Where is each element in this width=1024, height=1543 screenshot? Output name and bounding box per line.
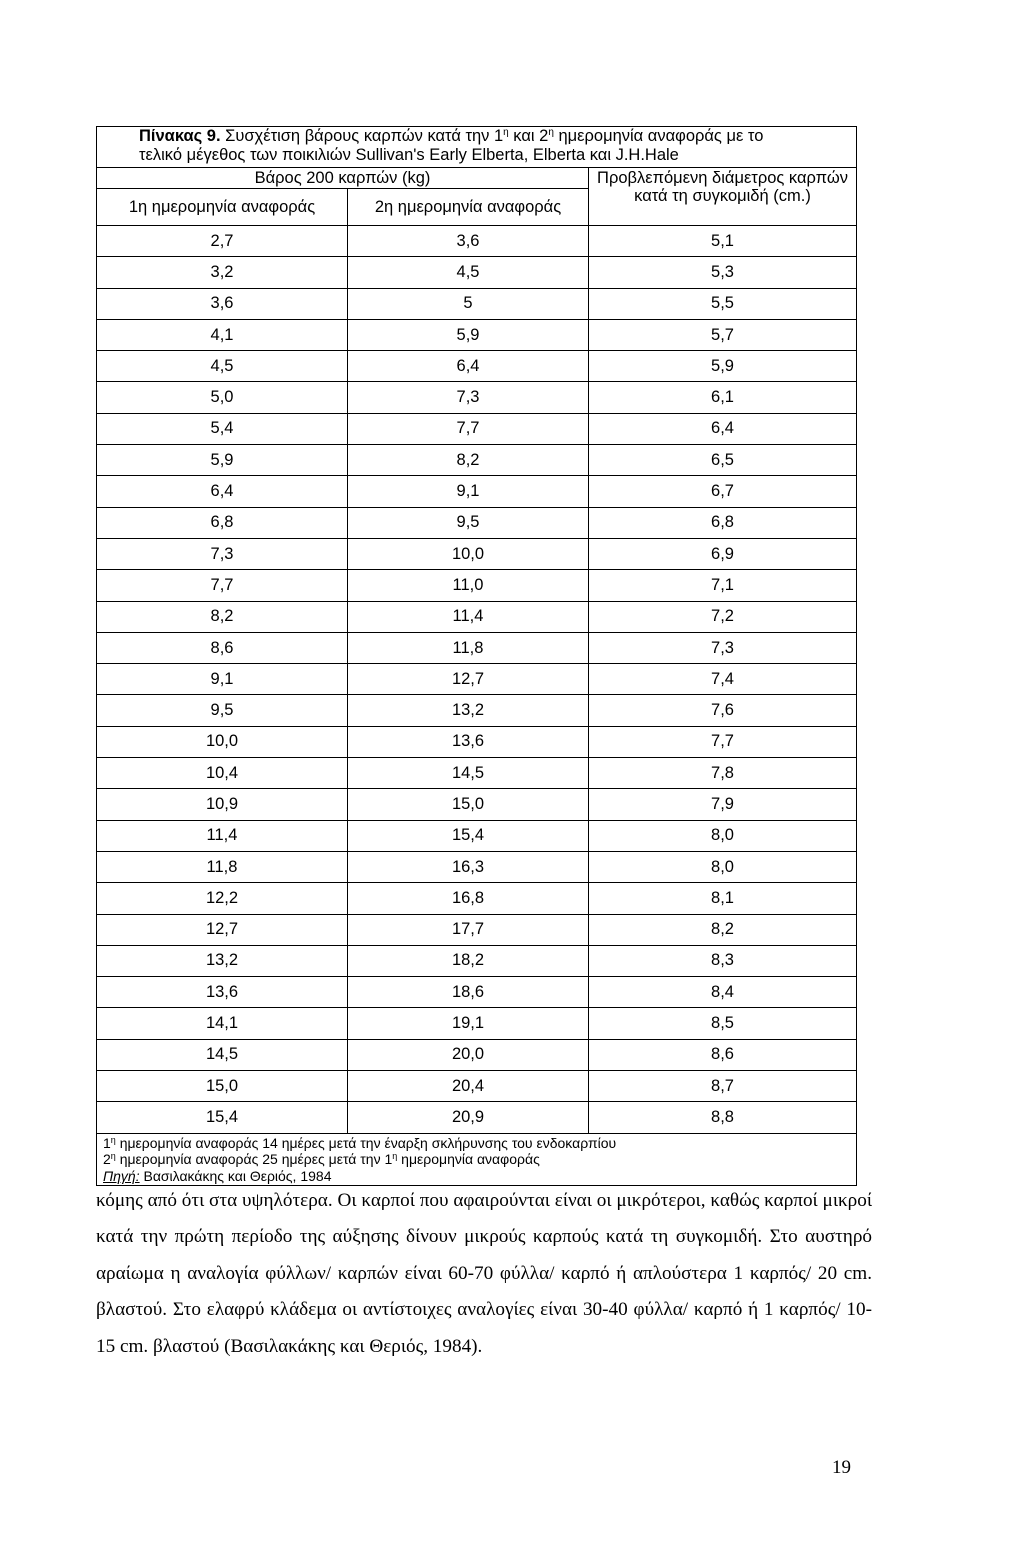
caption-label: Πίνακας 9. (139, 127, 221, 145)
table-row (97, 1008, 857, 1039)
cell-first-date-weight: 14,1 (97, 1008, 348, 1039)
cell-first-date-weight: 14,5 (97, 1039, 348, 1070)
note-first-date: $1^\eta$ ημερομηνία αναφοράς 14 ημέρες μετά την έναρξη σκλήρυνσης του ενδοκαρπίου (103, 1134, 617, 1151)
table-row (97, 445, 857, 476)
cell-predicted-diameter: 8,7 (589, 1071, 857, 1102)
cell-first-date-weight: 4,5 (97, 351, 348, 382)
cell-second-date-weight: 4,5 (348, 257, 589, 288)
table-row (97, 758, 857, 789)
table-row (97, 538, 857, 569)
cell-first-date-weight: 10,4 (97, 758, 348, 789)
cell-first-date-weight: 10,9 (97, 789, 348, 820)
table-body (97, 226, 857, 1134)
cell-second-date-weight: 9,1 (348, 476, 589, 507)
cell-predicted-diameter: 7,4 (589, 664, 857, 695)
cell-first-date-weight: 5,9 (97, 445, 348, 476)
cell-second-date-weight: 9,5 (348, 507, 589, 538)
cell-predicted-diameter: 8,0 (589, 820, 857, 851)
cell-predicted-diameter: 5,3 (589, 257, 857, 288)
cell-predicted-diameter: 8,6 (589, 1039, 857, 1070)
cell-predicted-diameter: 5,7 (589, 319, 857, 350)
cell-first-date-weight: 12,2 (97, 883, 348, 914)
table-row (97, 632, 857, 663)
cell-second-date-weight: 7,3 (348, 382, 589, 413)
cell-predicted-diameter: 6,8 (589, 507, 857, 538)
cell-second-date-weight: 18,2 (348, 945, 589, 976)
page-number: 19 (832, 1457, 851, 1478)
cell-predicted-diameter: 8,1 (589, 883, 857, 914)
cell-second-date-weight: 20,0 (348, 1039, 589, 1070)
cell-second-date-weight: 16,3 (348, 851, 589, 882)
cell-predicted-diameter: 6,7 (589, 476, 857, 507)
table-row (97, 476, 857, 507)
table-row (97, 789, 857, 820)
caption-text: Συσχέτιση βάρους καρπών κατά την $1^\eta$ και $2^\eta$ ημερομηνία αναφοράς με το τελικό μέγεθος των ποικιλιών Sullivan's Early Elberta, Elberta και J.H.Hale (139, 127, 764, 164)
cell-predicted-diameter: 6,1 (589, 382, 857, 413)
table-row (97, 413, 857, 444)
table-row (97, 726, 857, 757)
note-second-date: $2^\eta$ ημερομηνία αναφοράς 25 ημέρες μετά την $1^\eta$ ημερομηνία αναφοράς (103, 1151, 540, 1168)
table-row (97, 601, 857, 632)
cell-first-date-weight: 15,0 (97, 1071, 348, 1102)
cell-second-date-weight: 14,5 (348, 758, 589, 789)
table-row (97, 351, 857, 382)
cell-first-date-weight: 6,8 (97, 507, 348, 538)
cell-second-date-weight: 12,7 (348, 664, 589, 695)
header-second-date: 2η ημερομηνία αναφοράς (348, 189, 589, 226)
cell-first-date-weight: 8,6 (97, 632, 348, 663)
cell-predicted-diameter: 8,2 (589, 914, 857, 945)
cell-second-date-weight: 13,6 (348, 726, 589, 757)
table-row (97, 319, 857, 350)
cell-second-date-weight: 7,7 (348, 413, 589, 444)
table-row (97, 883, 857, 914)
cell-first-date-weight: 15,4 (97, 1102, 348, 1133)
table-row (97, 1071, 857, 1102)
table-row (97, 851, 857, 882)
table-row (97, 507, 857, 538)
cell-second-date-weight: 19,1 (348, 1008, 589, 1039)
cell-predicted-diameter: 5,5 (589, 288, 857, 319)
header-first-date: 1η ημερομηνία αναφοράς (97, 189, 348, 226)
cell-predicted-diameter: 7,6 (589, 695, 857, 726)
table-row (97, 257, 857, 288)
header-weight-group: Βάρος 200 καρπών (kg) (97, 168, 589, 189)
header-predicted-diameter: Προβλεπόμενη διάμετρος καρπών κατά τη συγκομιδή (cm.) (589, 168, 857, 226)
cell-predicted-diameter: 8,4 (589, 977, 857, 1008)
table-row (97, 1039, 857, 1070)
table-row (97, 288, 857, 319)
cell-predicted-diameter: 6,4 (589, 413, 857, 444)
cell-first-date-weight: 12,7 (97, 914, 348, 945)
table-row (97, 382, 857, 413)
note-source: Πηγή: Βασιλακάκης και Θεριός, 1984 (103, 1167, 332, 1184)
table-row (97, 570, 857, 601)
cell-second-date-weight: 18,6 (348, 977, 589, 1008)
cell-second-date-weight: 16,8 (348, 883, 589, 914)
cell-first-date-weight: 5,0 (97, 382, 348, 413)
table-row (97, 695, 857, 726)
cell-predicted-diameter: 8,3 (589, 945, 857, 976)
cell-second-date-weight: 17,7 (348, 914, 589, 945)
table-row (97, 1102, 857, 1133)
table-row (97, 914, 857, 945)
cell-second-date-weight: 6,4 (348, 351, 589, 382)
cell-first-date-weight: 3,6 (97, 288, 348, 319)
cell-predicted-diameter: 7,7 (589, 726, 857, 757)
cell-second-date-weight: 15,4 (348, 820, 589, 851)
cell-second-date-weight: 11,0 (348, 570, 589, 601)
cell-predicted-diameter: 7,3 (589, 632, 857, 663)
cell-second-date-weight: 15,0 (348, 789, 589, 820)
cell-second-date-weight: 20,9 (348, 1102, 589, 1133)
cell-second-date-weight: 11,4 (348, 601, 589, 632)
cell-second-date-weight: 3,6 (348, 226, 589, 257)
cell-predicted-diameter: 6,5 (589, 445, 857, 476)
cell-first-date-weight: 7,7 (97, 570, 348, 601)
cell-first-date-weight: 10,0 (97, 726, 348, 757)
cell-first-date-weight: 9,1 (97, 664, 348, 695)
cell-second-date-weight: 11,8 (348, 632, 589, 663)
cell-predicted-diameter: 7,9 (589, 789, 857, 820)
cell-first-date-weight: 2,7 (97, 226, 348, 257)
cell-first-date-weight: 3,2 (97, 257, 348, 288)
cell-predicted-diameter: 5,9 (589, 351, 857, 382)
cell-first-date-weight: 5,4 (97, 413, 348, 444)
cell-second-date-weight: 10,0 (348, 538, 589, 569)
cell-first-date-weight: 11,8 (97, 851, 348, 882)
cell-predicted-diameter: 6,9 (589, 538, 857, 569)
cell-predicted-diameter: 8,0 (589, 851, 857, 882)
cell-second-date-weight: 5,9 (348, 319, 589, 350)
cell-predicted-diameter: 8,5 (589, 1008, 857, 1039)
table-notes (97, 1133, 857, 1186)
cell-first-date-weight: 9,5 (97, 695, 348, 726)
table-container (96, 126, 856, 1186)
body-paragraph: κόμης από ότι στα υψηλότερα. Οι καρποί που αφαιρούνται είναι οι μικρότεροι, καθώς καρποί μικροί κατά την πρώτη περίοδο της αύξησης δίνουν μικρούς καρπούς κατά τη συγκομιδή. Στο αυστηρό αραίωμα η αναλογία φύλλων/ καρπών είναι 60-70 φύλλα/ καρπό ή απλούστερα 1 καρπός/ 20 cm. βλαστού. Στο ελαφρύ κλάδεμα οι αντίστοιχες αναλογίες είναι 30-40 φύλλα/ καρπό ή 1 καρπός/ 10-15 cm. βλαστού (Βασιλακάκης και Θεριός, 1984). (96, 1190, 872, 1357)
cell-first-date-weight: 8,2 (97, 601, 348, 632)
cell-first-date-weight: 4,1 (97, 319, 348, 350)
table-row (97, 820, 857, 851)
data-table (96, 126, 857, 1186)
cell-second-date-weight: 5 (348, 288, 589, 319)
cell-predicted-diameter: 8,8 (589, 1102, 857, 1133)
cell-first-date-weight: 13,2 (97, 945, 348, 976)
cell-predicted-diameter: 5,1 (589, 226, 857, 257)
cell-second-date-weight: 20,4 (348, 1071, 589, 1102)
cell-predicted-diameter: 7,2 (589, 601, 857, 632)
cell-second-date-weight: 13,2 (348, 695, 589, 726)
cell-first-date-weight: 11,4 (97, 820, 348, 851)
table-row (97, 945, 857, 976)
cell-predicted-diameter: 7,8 (589, 758, 857, 789)
cell-first-date-weight: 13,6 (97, 977, 348, 1008)
table-row (97, 977, 857, 1008)
table-caption (97, 127, 857, 168)
cell-first-date-weight: 6,4 (97, 476, 348, 507)
cell-first-date-weight: 7,3 (97, 538, 348, 569)
cell-second-date-weight: 8,2 (348, 445, 589, 476)
table-row (97, 226, 857, 257)
cell-predicted-diameter: 7,1 (589, 570, 857, 601)
table-row (97, 664, 857, 695)
